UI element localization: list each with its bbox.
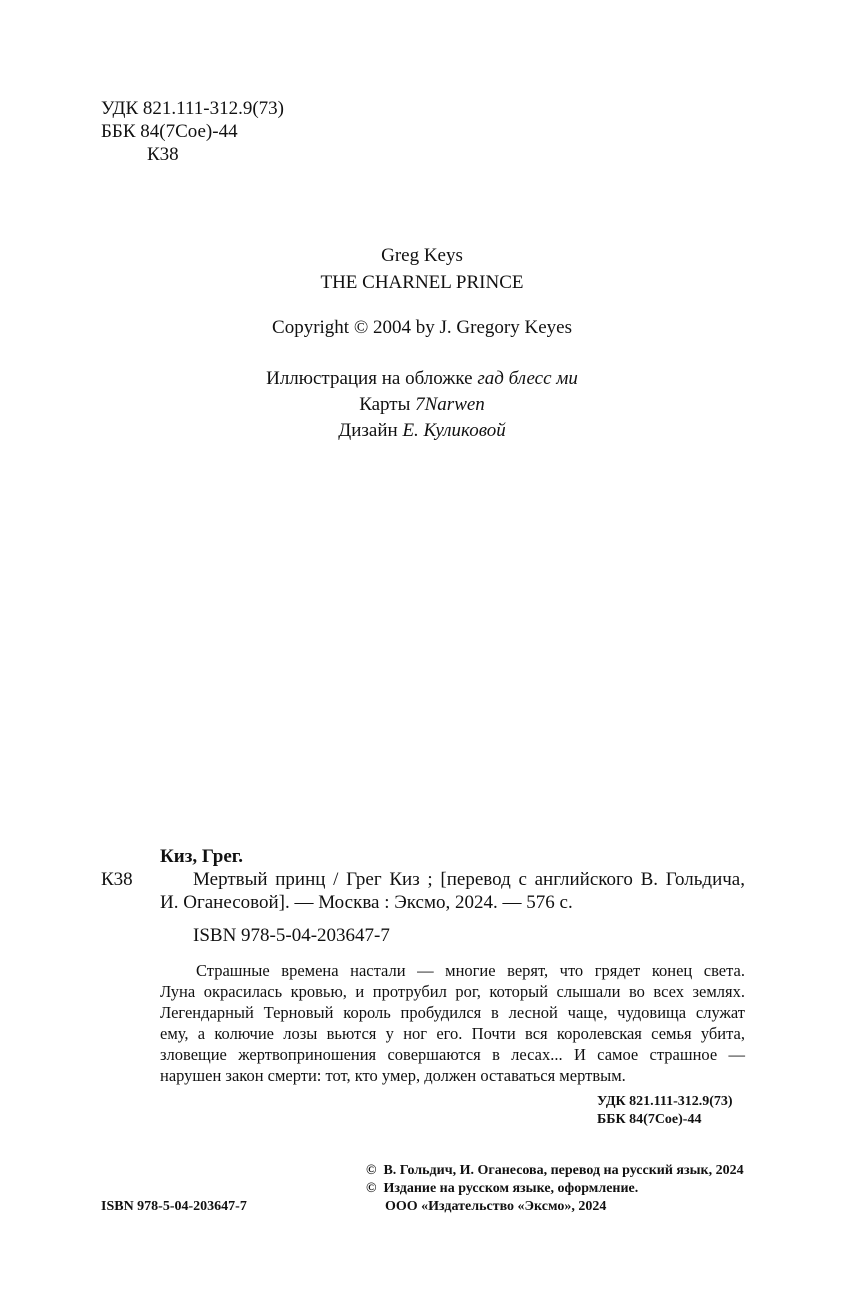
illustration-name: гад блесс ми: [477, 368, 578, 389]
author-mark: К38: [147, 144, 179, 165]
footer-isbn: ISBN 978-5-04-203647-7: [101, 1199, 247, 1214]
annotation-line: ему, а колючие лозы вьются у ног его. Почти вся королевская семья убита,: [160, 1024, 745, 1043]
original-author: Greg Keys: [381, 245, 463, 266]
design-label: Дизайн: [338, 420, 398, 441]
copyright-symbol: ©: [366, 1163, 377, 1178]
copyright-edition-text: Издание на русском языке, оформление.: [383, 1181, 639, 1196]
udk-code: УДК 821.111-312.9(73): [101, 98, 284, 119]
maps-label: Карты: [359, 394, 411, 415]
annotation: [160, 960, 745, 1086]
copyright-translation: [366, 1162, 744, 1180]
catalog-line-1: Мертвый принц / Грег Киз ; [перевод с английского В. Гольдича,: [193, 869, 745, 890]
illustration-credit: [0, 368, 844, 390]
catalog-isbn: ISBN 978-5-04-203647-7: [193, 925, 390, 946]
annotation-line: нарушен закон смерти: тот, кто умер, должен оставаться мертвым.: [160, 1066, 626, 1085]
bbk-code: ББК 84(7Сое)-44: [101, 121, 238, 142]
design-name: Е. Куликовой: [402, 420, 506, 441]
publisher-copyright: ООО «Издательство «Эксмо», 2024: [385, 1199, 607, 1214]
card-udk: УДК 821.111-312.9(73): [597, 1094, 733, 1109]
copyright-symbol: ©: [366, 1181, 377, 1196]
maps-credit: [0, 394, 844, 416]
copyright-edition: [366, 1180, 638, 1198]
illustration-label: Иллюстрация на обложке: [266, 368, 473, 389]
original-copyright: Copyright © 2004 by J. Gregory Keyes: [272, 317, 572, 338]
annotation-line: Страшные времена настали — многие верят, что грядет конец света.: [196, 961, 745, 980]
catalog-mark: К38: [101, 869, 133, 890]
copyright-translation-text: В. Гольдич, И. Оганесова, перевод на русский язык, 2024: [383, 1163, 744, 1178]
maps-name: 7Narwen: [415, 394, 485, 415]
design-credit: [0, 420, 844, 442]
annotation-line: зловещие жертвоприношения совершаются в лесах... И самое страшное —: [160, 1045, 745, 1064]
catalog-line-2: И. Оганесовой]. — Москва : Эксмо, 2024. — 576 с.: [160, 892, 573, 913]
catalog-heading: Киз, Грег.: [160, 846, 243, 867]
annotation-line: Легендарный Терновый король пробудился в лесной чаще, чудовища служат: [160, 1003, 745, 1022]
original-title: THE CHARNEL PRINCE: [320, 272, 524, 293]
annotation-line: Луна окрасилась кровью, и протрубил рог, который слышали во всех землях.: [160, 982, 745, 1001]
card-bbk: ББК 84(7Сое)-44: [597, 1112, 702, 1127]
